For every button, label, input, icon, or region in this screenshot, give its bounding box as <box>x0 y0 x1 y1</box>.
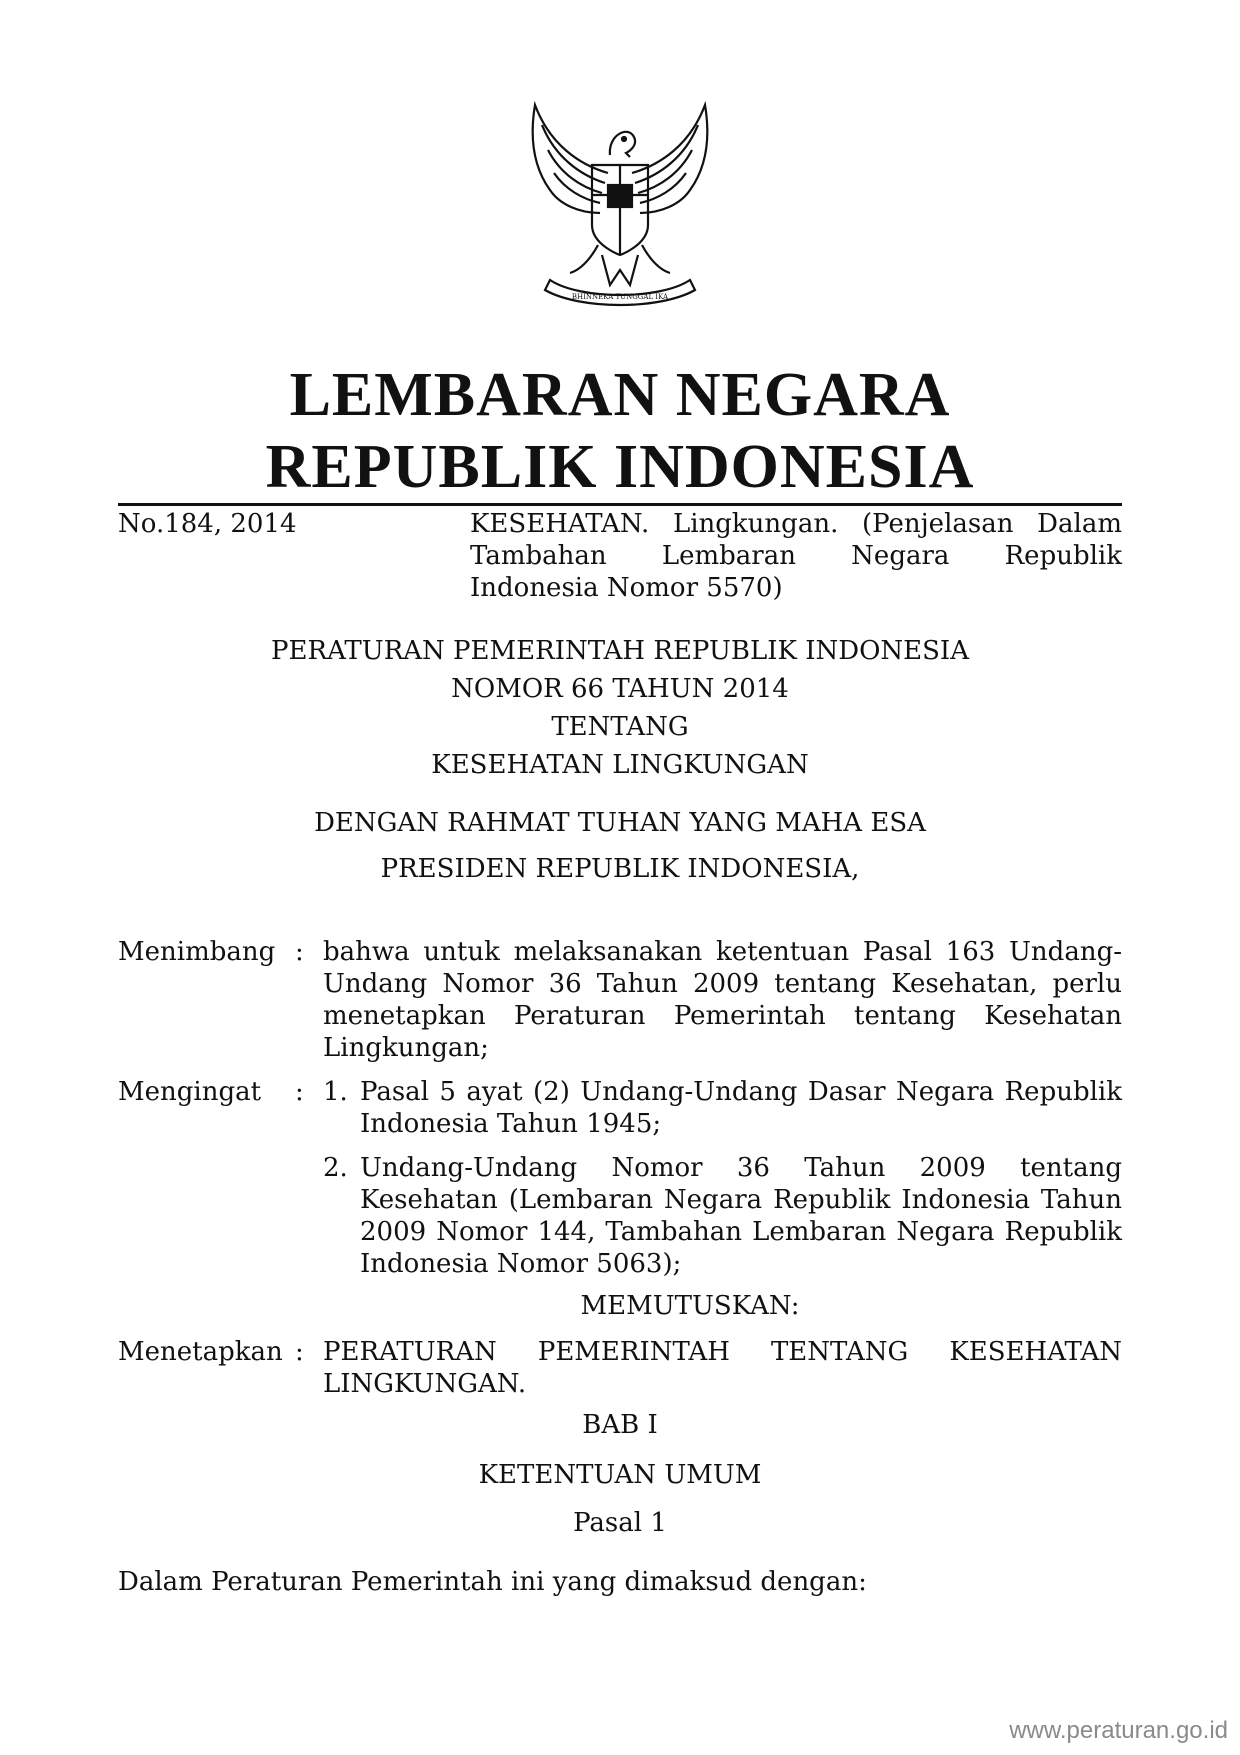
menimbang-line: Lingkungan; <box>323 1033 489 1063</box>
chapter-heading: BAB I <box>582 1410 658 1440</box>
mengingat-line: Undang-Undang Nomor 36 Tahun 2009 tentang <box>360 1153 1122 1183</box>
mengingat-line: Indonesia Nomor 5063); <box>360 1249 682 1279</box>
preamble-line: DENGAN RAHMAT TUHAN YANG MAHA ESA <box>314 808 926 838</box>
mengingat-line: Kesehatan (Lembaran Negara Republik Indonesia Tahun <box>360 1185 1122 1215</box>
mengingat-line: 2009 Nomor 144, Tambahan Lembaran Negara Republik <box>360 1217 1122 1247</box>
header-divider <box>118 503 1122 506</box>
website-watermark: www.peraturan.go.id <box>1009 1717 1228 1744</box>
menetapkan-text <box>323 1336 1122 1400</box>
mengingat-line: Pasal 5 ayat (2) Undang-Undang Dasar Negara Republik <box>360 1077 1122 1107</box>
mengingat-item-2 <box>360 1152 1122 1280</box>
regulation-title: PERATURAN PEMERINTAH REPUBLIK INDONESIA <box>271 636 969 666</box>
menetapkan-line: PERATURAN PEMERINTAH TENTANG KESEHATAN <box>323 1337 1122 1367</box>
desc-line: Indonesia Nomor 5570) <box>470 573 783 603</box>
chapter-title: KETENTUAN UMUM <box>478 1460 762 1490</box>
gazette-description <box>470 508 1122 604</box>
gazette-title-line2: REPUBLIK INDONESIA <box>265 433 975 501</box>
garuda-emblem-icon <box>510 95 730 315</box>
menimbang-line: bahwa untuk melaksanakan ketentuan Pasal 163 Undang- <box>323 937 1122 967</box>
mengingat-item-number: 1. <box>323 1077 348 1107</box>
menimbang-line: menetapkan Peraturan Pemerintah tentang Kesehatan <box>323 1001 1122 1031</box>
mengingat-label: Mengingat <box>118 1077 262 1107</box>
emblem-motto: BHINNEKA TUNGGAL IKA <box>571 293 669 301</box>
mengingat-colon: : <box>295 1077 304 1107</box>
mengingat-item-number: 2. <box>323 1153 348 1183</box>
menetapkan-label: Menetapkan <box>118 1337 283 1367</box>
article-intro: Dalam Peraturan Pemerintah ini yang dimaksud dengan: <box>118 1567 867 1597</box>
menimbang-line: Undang Nomor 36 Tahun 2009 tentang Kesehatan, perlu <box>323 969 1122 999</box>
article-heading: Pasal 1 <box>573 1508 667 1538</box>
mengingat-item-1 <box>360 1076 1122 1140</box>
gazette-title-line1: LEMBARAN NEGARA <box>289 361 951 429</box>
regulation-tentang: TENTANG <box>551 712 689 742</box>
menimbang-colon: : <box>295 937 304 967</box>
regulation-number: NOMOR 66 TAHUN 2014 <box>451 674 789 704</box>
desc-line: KESEHATAN. Lingkungan. (Penjelasan Dalam <box>470 509 1122 539</box>
regulation-subject: KESEHATAN LINGKUNGAN <box>431 750 809 780</box>
gazette-number: No.184, 2014 <box>118 509 297 539</box>
mengingat-line: Indonesia Tahun 1945; <box>360 1109 662 1139</box>
president-line: PRESIDEN REPUBLIK INDONESIA, <box>380 854 860 884</box>
menimbang-label: Menimbang <box>118 937 276 967</box>
menetapkan-line: LINGKUNGAN. <box>323 1369 527 1399</box>
desc-line: Tambahan Lembaran Negara Republik <box>470 541 1122 571</box>
menetapkan-colon: : <box>295 1337 304 1367</box>
menimbang-text <box>323 936 1122 1064</box>
memutuskan-heading: MEMUTUSKAN: <box>580 1291 800 1321</box>
